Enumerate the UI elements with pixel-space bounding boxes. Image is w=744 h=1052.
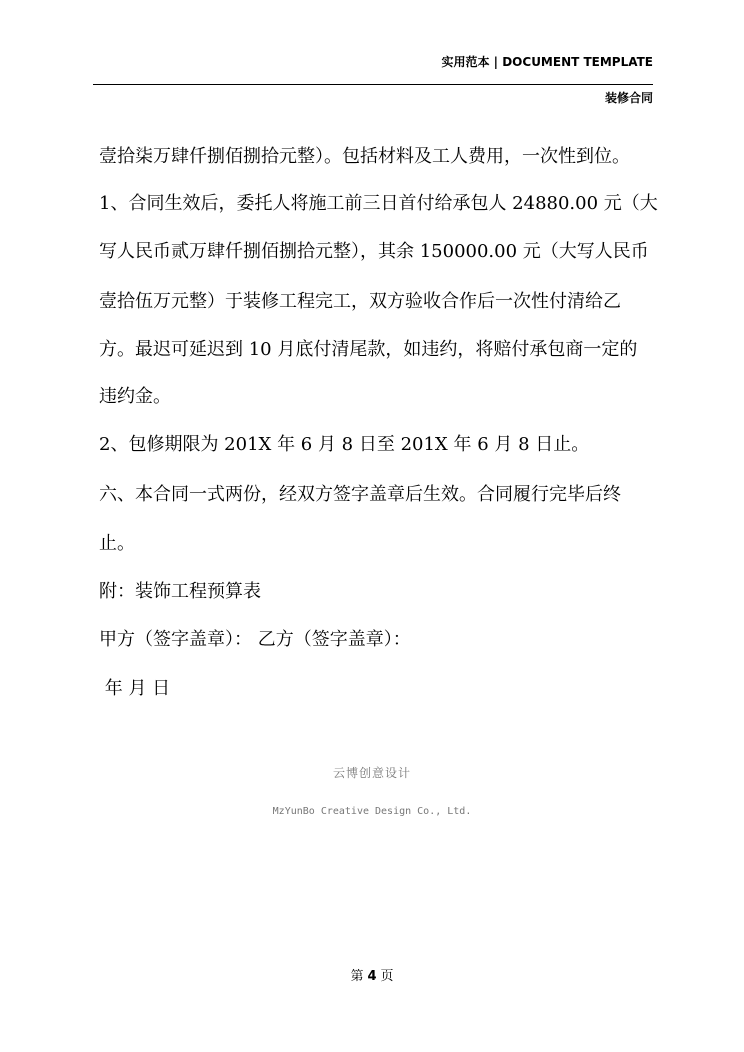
header-title: 实用范本 | DOCUMENT TEMPLATE xyxy=(441,55,653,69)
document-subtitle: 装修合同 xyxy=(604,91,653,105)
body-line: 1、合同生效后，委托人将施工前三日首付给承包人 24880.00 元（大 xyxy=(99,193,658,214)
page-number-prefix: 第 xyxy=(350,969,364,984)
body-line: 壹拾伍万元整）于装修工程完工，双方验收合作后一次性付清给乙 xyxy=(99,291,621,312)
date-line: 年 月 日 xyxy=(99,678,171,699)
body-line: 止。 xyxy=(99,533,135,554)
body-line: 违约金。 xyxy=(99,386,171,407)
page-number-suffix: 页 xyxy=(380,969,394,984)
footer-company: MzYunBo Creative Design Co., Ltd. xyxy=(272,806,472,817)
page-number xyxy=(0,965,744,984)
body-line: 2、包修期限为 201X 年 6 月 8 日至 201X 年 6 月 8 日止。 xyxy=(99,434,590,455)
attachment-line: 附：装饰工程预算表 xyxy=(99,581,261,602)
body-line: 写人民币贰万肆仟捌佰捌拾元整），其余 150000.00 元（大写人民币 xyxy=(99,241,649,262)
signature-line: 甲方（签字盖章）： 乙方（签字盖章）： xyxy=(99,629,411,650)
header-divider xyxy=(93,84,653,85)
page-number-value: 4 xyxy=(367,969,377,984)
body-line: 壹拾柒万肆仟捌佰捌拾元整）。包括材料及工人费用，一次性到位。 xyxy=(99,146,630,167)
footer-brand: 云博创意设计 xyxy=(332,766,411,780)
body-line: 方。最迟可延迟到 10 月底付清尾款，如违约，将赔付承包商一定的 xyxy=(99,339,638,360)
body-line: 六、本合同一式两份，经双方签字盖章后生效。合同履行完毕后终 xyxy=(99,484,621,505)
